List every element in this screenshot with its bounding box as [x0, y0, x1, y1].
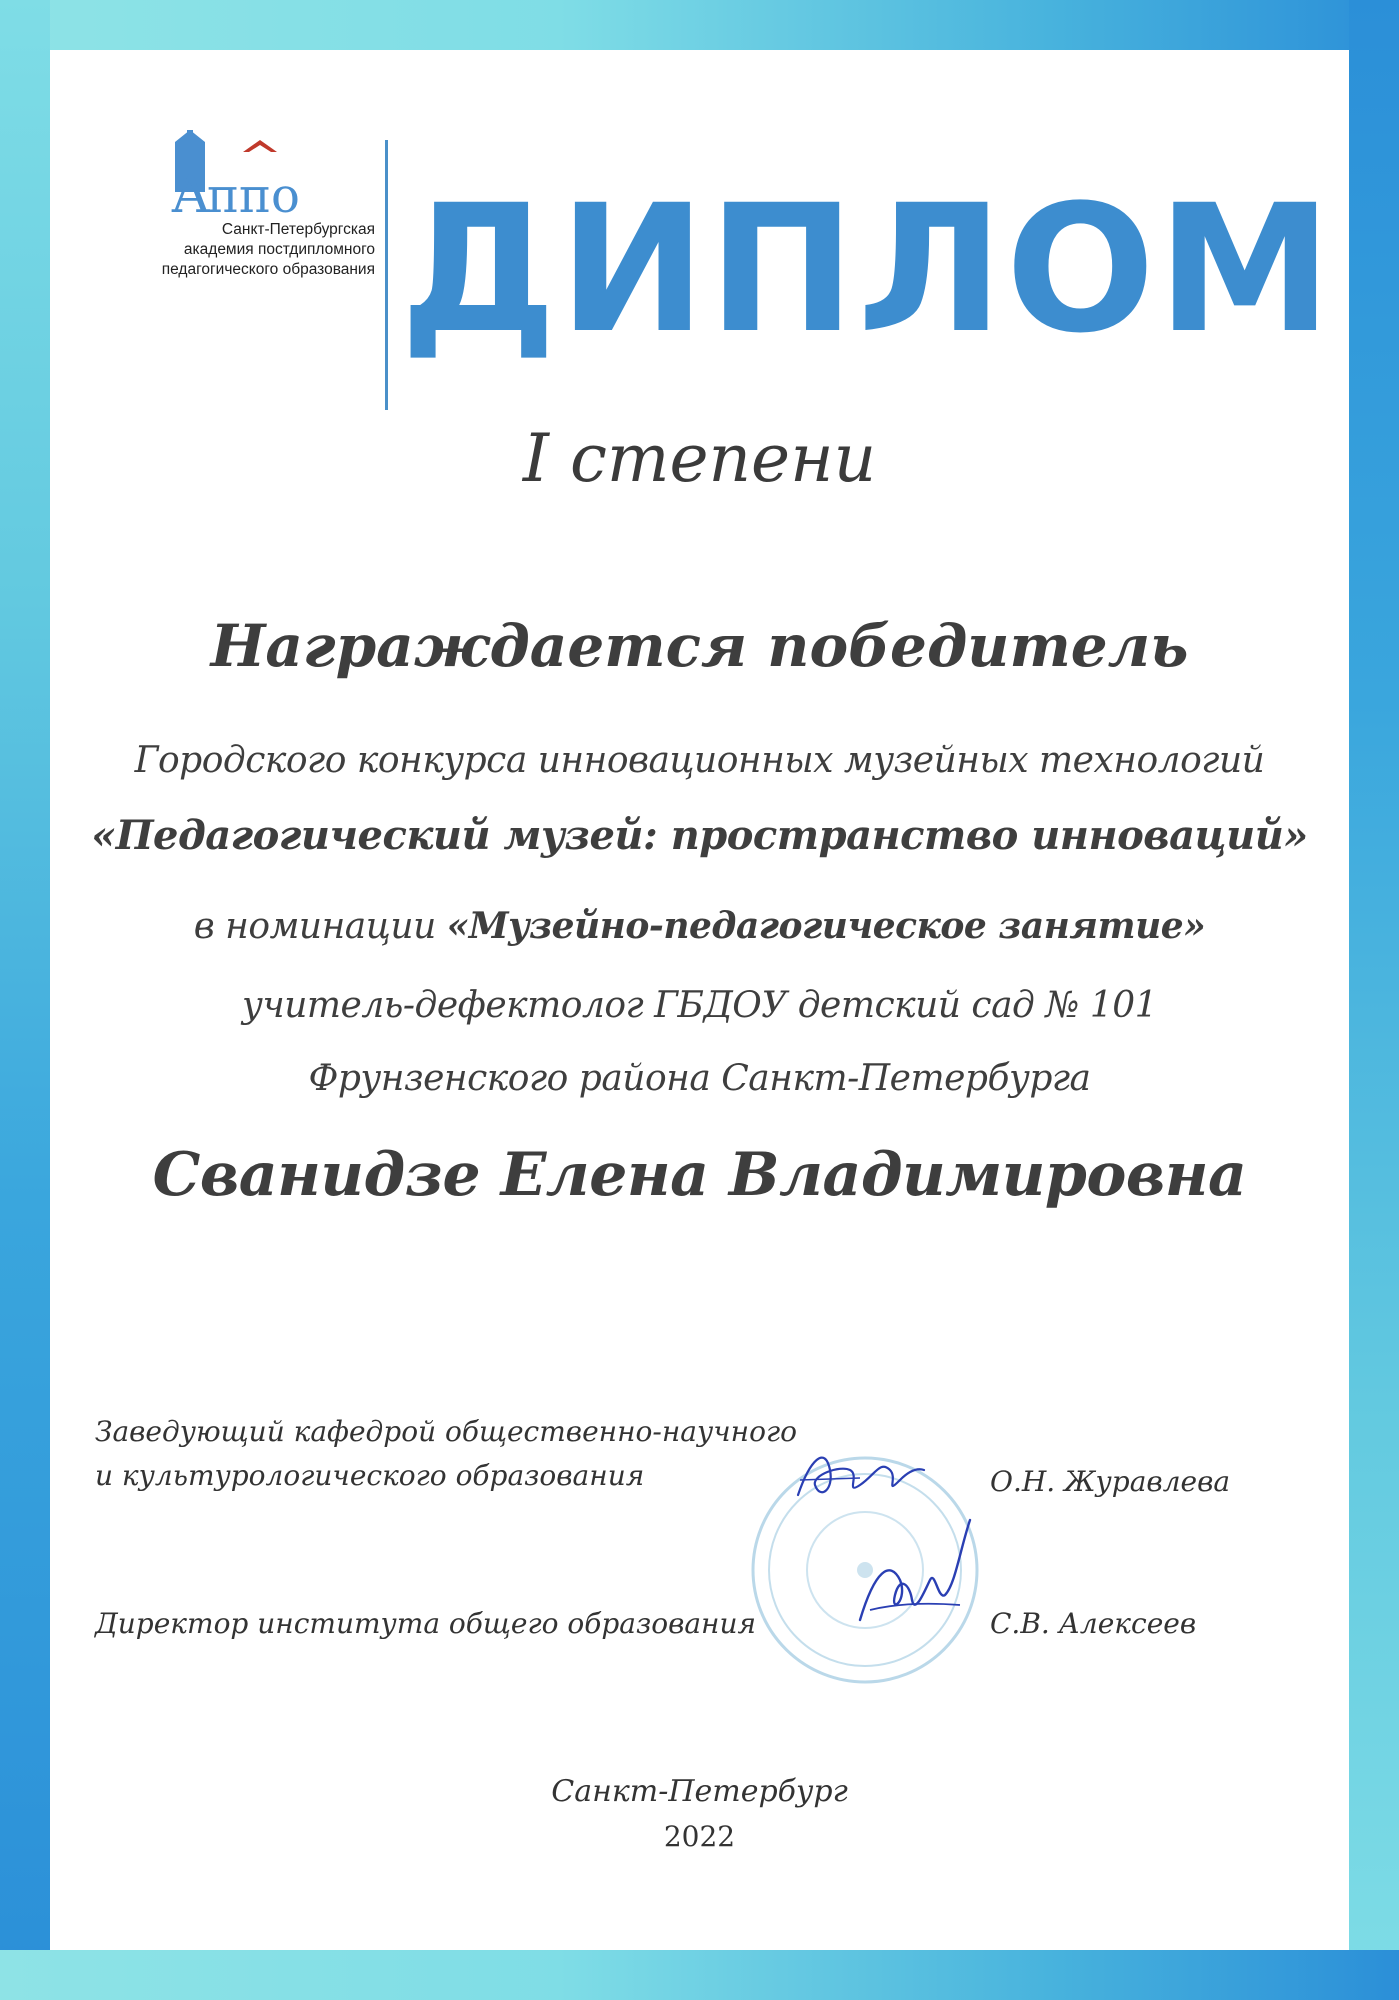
signature-alekseev-icon: [850, 1510, 990, 1640]
logo-line-3: педагогического образования: [161, 261, 375, 278]
diploma-degree: I степени: [522, 420, 877, 497]
signer-1-name: О.Н. Журавлева: [990, 1465, 1231, 1498]
signer-1-title-line-2: и культурологического образования: [95, 1459, 645, 1492]
issue-city: Санкт-Петербург: [551, 1774, 848, 1809]
frame-bottom-border: [0, 1950, 1399, 2000]
recipient-position: учитель-дефектолог ГБДОУ детский сад № 101: [241, 985, 1158, 1026]
signer-1-title-line-1: Заведующий кафедрой общественно-научного: [95, 1415, 797, 1448]
issue-year: 2022: [663, 1820, 736, 1853]
nomination-prefix: в номинации: [193, 906, 447, 947]
signer-1-title: [95, 1410, 797, 1498]
nomination-line: [0, 905, 1399, 947]
logo-caption: [115, 220, 375, 280]
signer-2-title: Директор института общего образования: [95, 1607, 757, 1640]
recipient-name: Сванидзе Елена Владимировна: [152, 1140, 1247, 1210]
logo-line-2: академия постдипломного: [183, 241, 375, 258]
awarded-heading: Награждается победитель: [210, 612, 1189, 680]
recipient-district: Фрунзенского района Санкт-Петербурга: [308, 1058, 1091, 1099]
diploma-title: ДИПЛОМ: [400, 167, 1335, 372]
contest-description: Городского конкурса инновационных музейных технологий: [134, 740, 1265, 781]
appo-emblem-icon: [165, 130, 325, 220]
logo-line-1: Санкт-Петербургская: [221, 221, 375, 238]
signature-zhuravleva-icon: [790, 1440, 930, 1510]
contest-name: «Педагогический музей: пространство инноваций»: [91, 812, 1308, 859]
frame-top-border: [0, 0, 1399, 50]
nomination-name: «Музейно-педагогическое занятие»: [446, 905, 1206, 947]
logo-divider: [385, 140, 388, 410]
signer-2-name: С.В. Алексеев: [990, 1607, 1197, 1640]
svg-text:ппо: ппо: [207, 168, 300, 220]
svg-text:А: А: [171, 165, 211, 220]
appo-logo: [115, 130, 380, 330]
